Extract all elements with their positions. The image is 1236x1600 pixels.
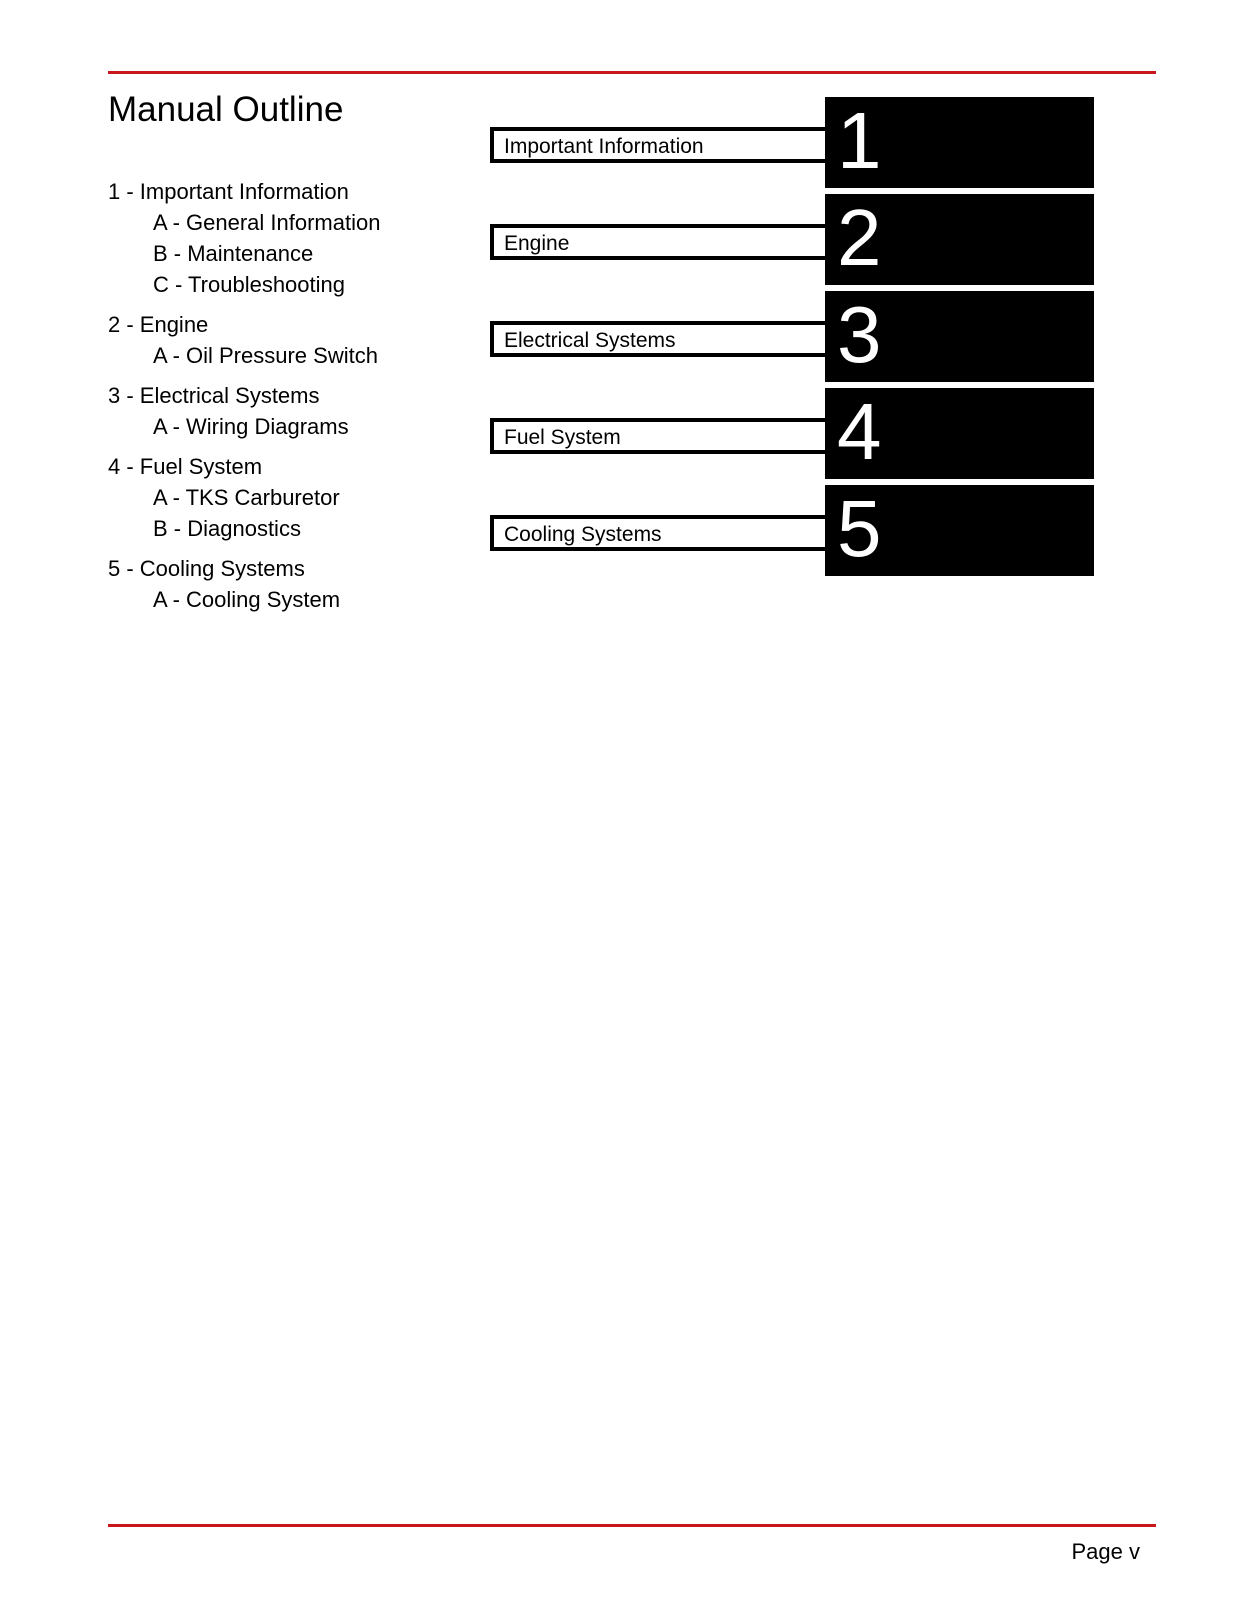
tab-label: Engine (504, 232, 570, 255)
chapter-3 (108, 380, 478, 442)
tab-label: Electrical Systems (504, 329, 676, 352)
chapter-title[interactable]: 5 - Cooling Systems (108, 556, 305, 581)
tab-number-block (825, 194, 1094, 285)
tab-label: Important Information (504, 135, 704, 158)
chapter-title[interactable]: 2 - Engine (108, 312, 209, 337)
section-item[interactable]: A - TKS Carburetor (153, 485, 340, 510)
section-item[interactable]: A - Oil Pressure Switch (153, 343, 378, 368)
section-tab-3[interactable] (490, 291, 1116, 382)
tab-number-block (825, 485, 1094, 576)
tab-label-box (490, 127, 828, 163)
tab-number-block (825, 388, 1094, 479)
manual-outline-list (108, 176, 478, 624)
tab-number: 4 (837, 387, 882, 476)
page-number: Page v (1071, 1539, 1140, 1564)
footer-rule (108, 1524, 1156, 1527)
tab-label-box (490, 418, 828, 454)
tab-number: 3 (837, 290, 882, 379)
chapter-2 (108, 309, 478, 371)
tab-number-block (825, 291, 1094, 382)
section-tab-4[interactable] (490, 388, 1116, 479)
tab-label-box (490, 224, 828, 260)
section-tabs (490, 97, 1116, 582)
tab-number: 2 (837, 193, 882, 282)
tab-number: 5 (837, 484, 882, 573)
section-item[interactable]: A - Wiring Diagrams (153, 414, 349, 439)
chapter-title[interactable]: 4 - Fuel System (108, 454, 263, 479)
chapter-title[interactable]: 3 - Electrical Systems (108, 383, 320, 408)
chapter-4 (108, 451, 478, 544)
tab-label: Fuel System (504, 426, 621, 449)
tab-number-block (825, 97, 1094, 188)
section-item[interactable]: A - General Information (153, 210, 381, 235)
section-item[interactable]: C - Troubleshooting (153, 272, 345, 297)
tab-number: 1 (837, 96, 882, 185)
chapter-5 (108, 553, 478, 615)
section-item[interactable]: B - Maintenance (153, 241, 314, 266)
chapter-1 (108, 176, 478, 300)
page-title: Manual Outline (108, 90, 344, 129)
chapter-title[interactable]: 1 - Important Information (108, 179, 349, 204)
tab-label-box (490, 321, 828, 357)
header-rule (108, 71, 1156, 74)
section-tab-5[interactable] (490, 485, 1116, 576)
tab-label-box (490, 515, 828, 551)
section-item[interactable]: A - Cooling System (153, 587, 341, 612)
tab-label: Cooling Systems (504, 523, 662, 546)
section-tab-1[interactable] (490, 97, 1116, 188)
section-tab-2[interactable] (490, 194, 1116, 285)
section-item[interactable]: B - Diagnostics (153, 516, 301, 541)
